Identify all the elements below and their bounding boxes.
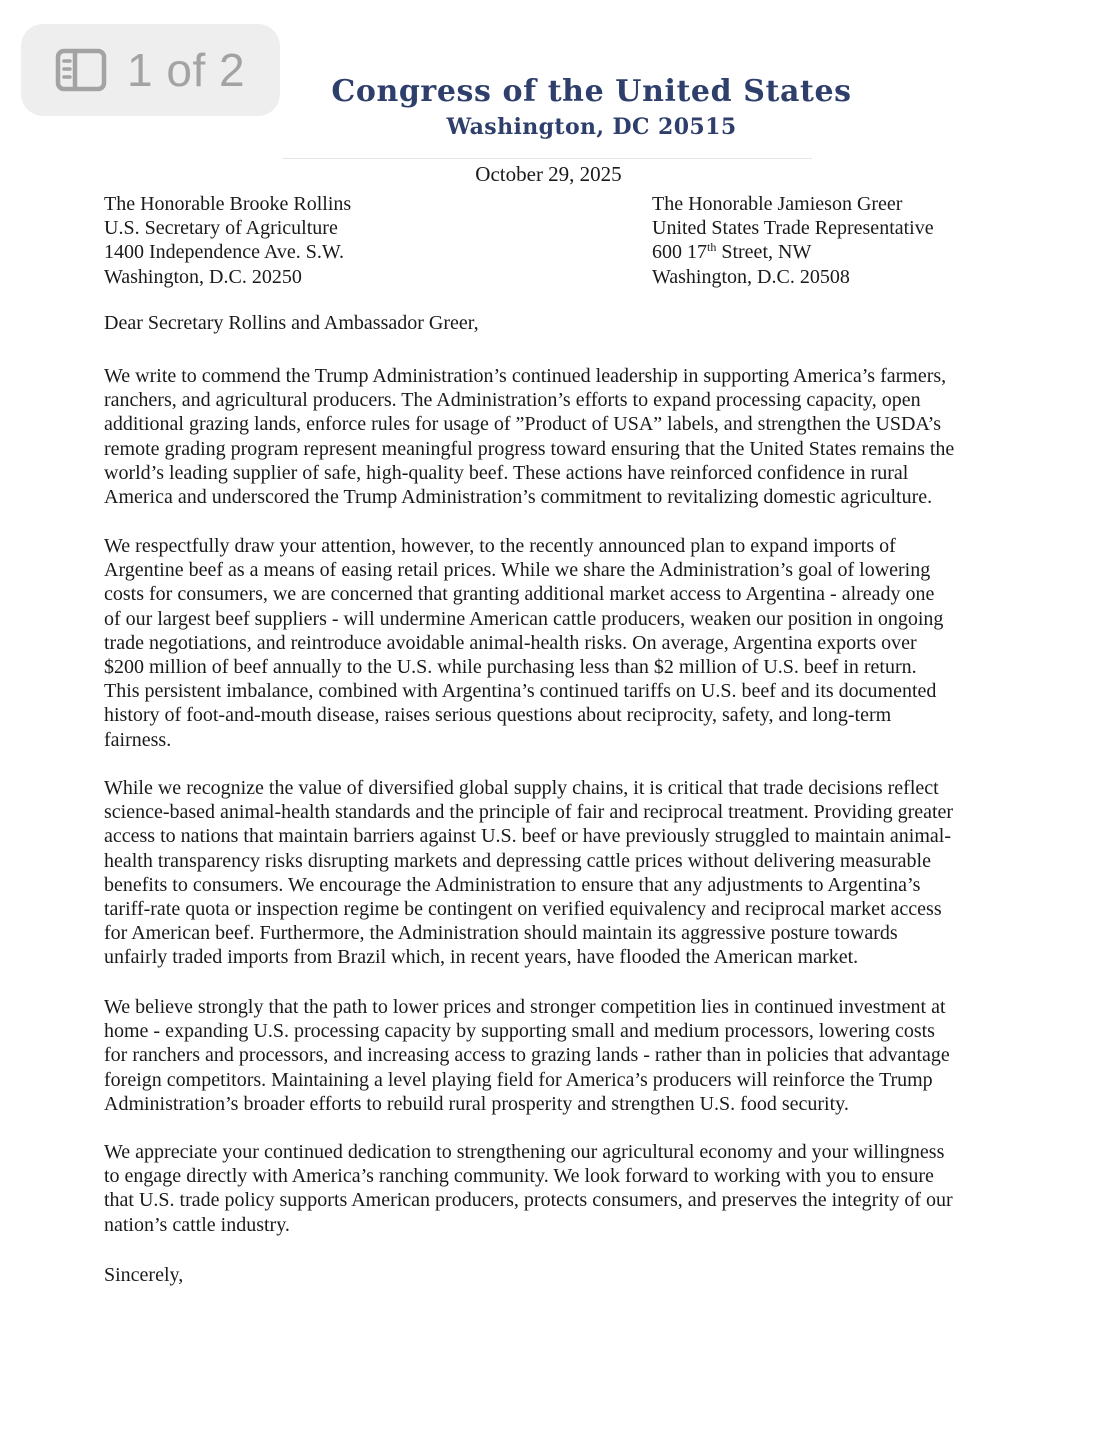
body-paragraph-5 xyxy=(104,1140,1004,1237)
letterhead-organization: Congress of the United States xyxy=(331,74,852,109)
street-number: 600 17 xyxy=(652,241,707,264)
letterhead-divider xyxy=(282,158,812,159)
letter-date: October 29, 2025 xyxy=(475,162,622,186)
recipient-city: Washington, D.C. 20508 xyxy=(652,265,850,288)
salutation: Dear Secretary Rollins and Ambassador Greer, xyxy=(104,312,479,334)
paragraph-line: world’s leading supplier of safe, high-quality beef. These actions have reinforced confidence in rural xyxy=(104,461,909,484)
body-paragraph-2 xyxy=(104,534,1004,752)
paragraph-line: costs for consumers, we are concerned that granting additional market access to Argentina - already one xyxy=(104,583,935,606)
recipient-street xyxy=(652,240,934,264)
paragraph-line: additional grazing lands, enforce rules for usage of ”Product of USA” labels, and strengthen the USDA’s xyxy=(104,413,942,436)
body-paragraph-3 xyxy=(104,776,1004,970)
paragraph-line: fairness. xyxy=(104,728,172,751)
paragraph-line: nation’s cattle industry. xyxy=(104,1213,290,1236)
paragraph-line: home - expanding U.S. processing capacity by supporting small and medium processors, lowering costs xyxy=(104,1020,935,1043)
recipient-title: United States Trade Representative xyxy=(652,217,934,240)
paragraph-line: health transparency risks disrupting markets and depressing cattle prices without delivering measurable xyxy=(104,849,931,872)
paragraph-line: science-based animal-health standards and the principle of fair and reciprocal treatment. Providing greater xyxy=(104,801,954,824)
paragraph-line: unfairly traded imports from Brazil which, in recent years, have flooded the American market. xyxy=(104,946,859,969)
paragraph-line: $200 million of beef annually to the U.S. while purchasing less than $2 million of U.S. beef in return. xyxy=(104,656,917,679)
paragraph-line: Administration’s broader efforts to rebuild rural prosperity and strengthen U.S. food security. xyxy=(104,1092,849,1115)
page-indicator-text: 1 of 2 xyxy=(127,44,246,96)
closing: Sincerely, xyxy=(104,1264,184,1286)
paragraph-line: to engage directly with America’s ranching community. We look forward to working with you to ensure xyxy=(104,1165,934,1188)
paragraph-line: While we recognize the value of diversified global supply chains, it is critical that trade decisions reflect xyxy=(104,777,939,799)
paragraph-line: ranchers, and agricultural producers. The Administration’s efforts to expand processing capacity, open xyxy=(104,389,921,412)
recipient-address-right xyxy=(652,192,934,289)
recipient-city: Washington, D.C. 20250 xyxy=(104,265,302,288)
paragraph-line: benefits to consumers. We encourage the Administration to ensure that any adjustments to Argentina’s xyxy=(104,873,921,896)
paragraph-line: history of foot-and-mouth disease, raises serious questions about reciprocity, safety, and long-term xyxy=(104,704,892,727)
body-paragraph-1 xyxy=(104,364,1004,509)
paragraph-line: tariff-rate quota or inspection regime be contingent on verified equivalency and reciprocal market access xyxy=(104,898,942,921)
recipient-name: The Honorable Brooke Rollins xyxy=(104,193,352,215)
letterhead-location: Washington, DC 20515 xyxy=(446,114,737,140)
paragraph-line: access to nations that maintain barriers against U.S. beef or have previously struggled to maintain animal- xyxy=(104,825,951,848)
paragraph-line: for American beef. Furthermore, the Administration should maintain its aggressive posture towards xyxy=(104,922,898,945)
paragraph-line: We believe strongly that the path to lower prices and stronger competition lies in continued investment at xyxy=(104,996,946,1018)
paragraph-line: America and underscored the Trump Administration’s commitment to revitalizing domestic agriculture. xyxy=(104,486,933,509)
paragraph-line: We write to commend the Trump Administration’s continued leadership in supporting America’s farmers, xyxy=(104,365,947,387)
paragraph-line: foreign competitors. Maintaining a level playing field for America’s producers will reinforce the Trump xyxy=(104,1068,933,1091)
body-paragraph-4 xyxy=(104,995,1004,1116)
paragraph-line: Argentine beef as a means of easing retail prices. While we share the Administration’s goal of lowering xyxy=(104,559,931,582)
street-rest: Street, NW xyxy=(716,241,812,264)
paragraph-line: for ranchers and processors, and increasing access to grazing lands - rather than in policies that advantage xyxy=(104,1044,950,1067)
ordinal-suffix: th xyxy=(707,240,717,255)
recipient-address-left xyxy=(104,192,351,289)
paragraph-line: remote grading program represent meaningful progress toward ensuring that the United States remains the xyxy=(104,437,955,460)
recipient-name: The Honorable Jamieson Greer xyxy=(652,193,903,215)
paragraph-line: We appreciate your continued dedication to strengthening our agricultural economy and your willingness xyxy=(104,1141,945,1163)
paragraph-line: We respectfully draw your attention, however, to the recently announced plan to expand imports of xyxy=(104,535,896,557)
paragraph-line: trade negotiations, and reintroduce avoidable animal-health risks. On average, Argentina exports over xyxy=(104,631,917,654)
paragraph-line: of our largest beef suppliers - will undermine American cattle producers, weaken our position in ongoing xyxy=(104,607,944,630)
paragraph-line: This persistent imbalance, combined with Argentina’s continued tariffs on U.S. beef and its documented xyxy=(104,680,937,703)
recipient-title: U.S. Secretary of Agriculture xyxy=(104,217,338,240)
recipient-street: 1400 Independence Ave. S.W. xyxy=(104,241,344,264)
paragraph-line: that U.S. trade policy supports American producers, protects consumers, and preserves the integrity of our xyxy=(104,1189,953,1212)
